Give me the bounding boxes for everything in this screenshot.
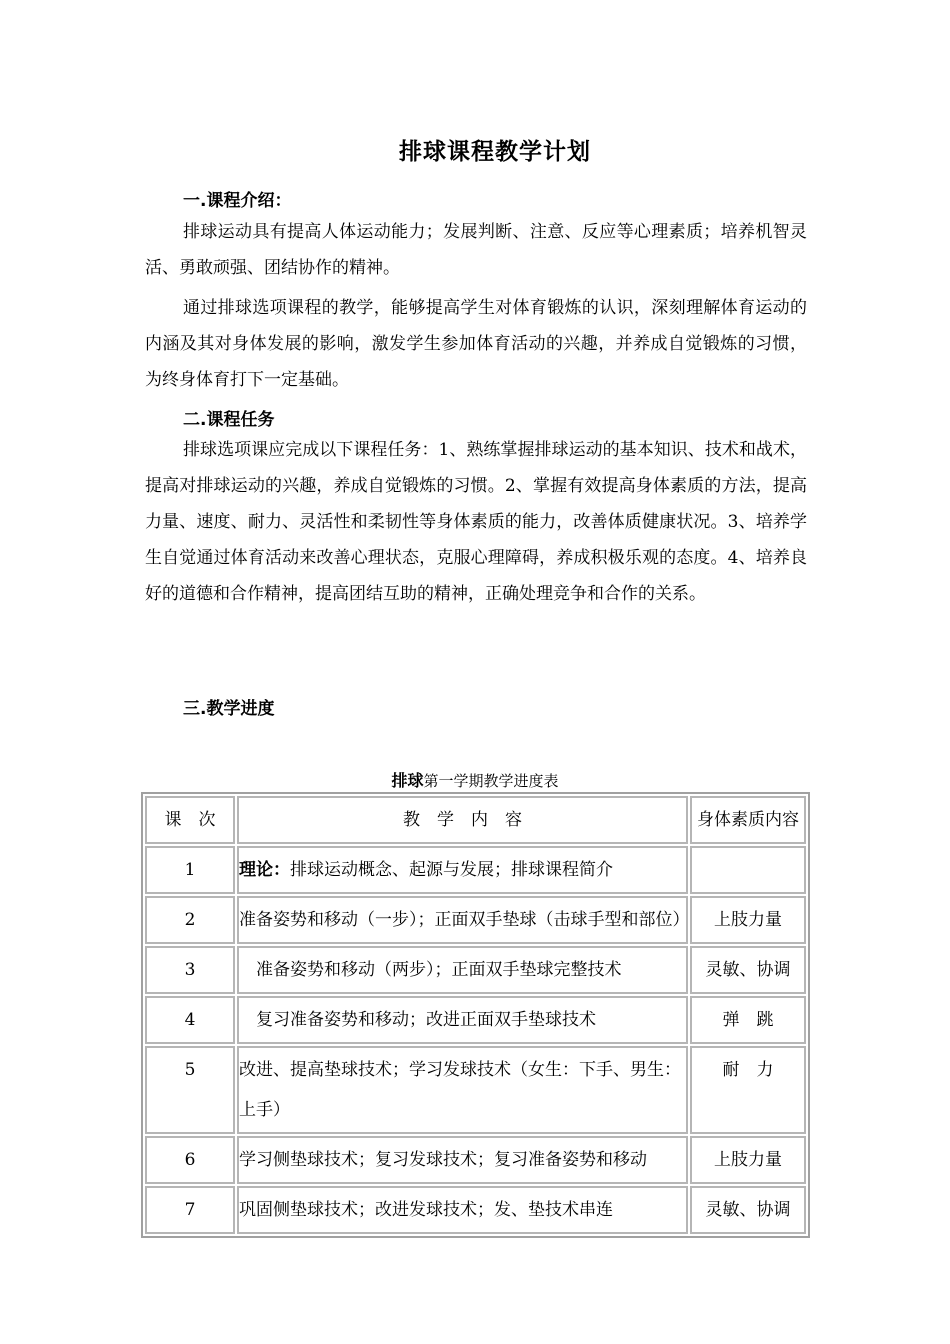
table-row	[145, 996, 806, 1044]
lesson-quality: 上肢力量	[690, 1136, 806, 1184]
lesson-content: 复习准备姿势和移动；改进正面双手垫球技术	[237, 996, 688, 1044]
schedule-table	[141, 792, 810, 1238]
lesson-number: 4	[145, 996, 235, 1044]
lesson-content: 准备姿势和移动（两步）；正面双手垫球完整技术	[237, 946, 688, 994]
task-heading: 二.课程任务	[183, 410, 275, 430]
lesson-lead: 理论：	[239, 860, 290, 880]
table-row	[145, 1136, 806, 1184]
lesson-quality: 耐 力	[690, 1046, 806, 1134]
intro-paragraph-1: 排球运动具有提高人体运动能力；发展判断、注意、反应等心理素质；培养机智灵活、勇敢顽强、团结协作的精神。	[145, 222, 807, 278]
lesson-content: 改进、提高垫球技术；学习发球技术（女生：下手、男生：上手）	[237, 1046, 688, 1134]
lesson-content: 学习侧垫球技术；复习发球技术；复习准备姿势和移动	[237, 1136, 688, 1184]
table-row	[145, 846, 806, 894]
page-title: 排球课程教学计划	[399, 139, 591, 165]
intro-heading: 一.课程介绍：	[183, 191, 292, 211]
lesson-quality	[690, 846, 806, 894]
intro-paragraph-2: 通过排球选项课程的教学，能够提高学生对体育锻炼的认识，深刻理解体育运动的内涵及其对身体发展的影响，激发学生参加体育活动的兴趣，并养成自觉锻炼的习惯，为终身体育打下一定基础。	[145, 298, 807, 390]
table-caption-rest: 第一学期教学进度表	[423, 772, 559, 790]
header-quality: 身体素质内容	[690, 796, 806, 844]
table-caption-bold: 排球	[391, 771, 424, 790]
task-paragraph: 排球选项课应完成以下课程任务：1、熟练掌握排球运动的基本知识、技术和战术，提高对排球运动的兴趣，养成自觉锻炼的习惯。2、掌握有效提高身体素质的方法，提高力量、速度、耐力、灵活性和柔韧性等身体素质的能力，改善体质健康状况。3、培养学生自觉通过体育活动来改善心理状态，克服心理障碍，养成积极乐观的态度。4、培养良好的道德和合作精神，提高团结互助的精神，正确处理竞争和合作的关系。	[145, 440, 807, 604]
header-content: 教 学 内 容	[237, 796, 688, 844]
lesson-number: 7	[145, 1186, 235, 1234]
lesson-quality: 灵敏、协调	[690, 1186, 806, 1234]
lesson-number: 1	[145, 846, 235, 894]
table-caption	[0, 768, 950, 791]
lesson-number: 6	[145, 1136, 235, 1184]
table-row	[145, 946, 806, 994]
lesson-content: 准备姿势和移动（一步）；正面双手垫球（击球手型和部位）	[237, 896, 688, 944]
lesson-content-text: 排球运动概念、起源与发展；排球课程简介	[290, 860, 613, 880]
progress-heading: 三.教学进度	[183, 699, 275, 719]
lesson-content: 巩固侧垫球技术；改进发球技术；发、垫技术串连	[237, 1186, 688, 1234]
table-row	[145, 1186, 806, 1234]
lesson-quality: 弹 跳	[690, 996, 806, 1044]
lesson-quality: 上肢力量	[690, 896, 806, 944]
table-row	[145, 1046, 806, 1134]
table-header-row	[145, 796, 806, 844]
table-row	[145, 896, 806, 944]
lesson-number: 5	[145, 1046, 235, 1134]
lesson-content	[237, 846, 688, 894]
header-lesson: 课 次	[145, 796, 235, 844]
lesson-quality: 灵敏、协调	[690, 946, 806, 994]
lesson-number: 2	[145, 896, 235, 944]
lesson-number: 3	[145, 946, 235, 994]
